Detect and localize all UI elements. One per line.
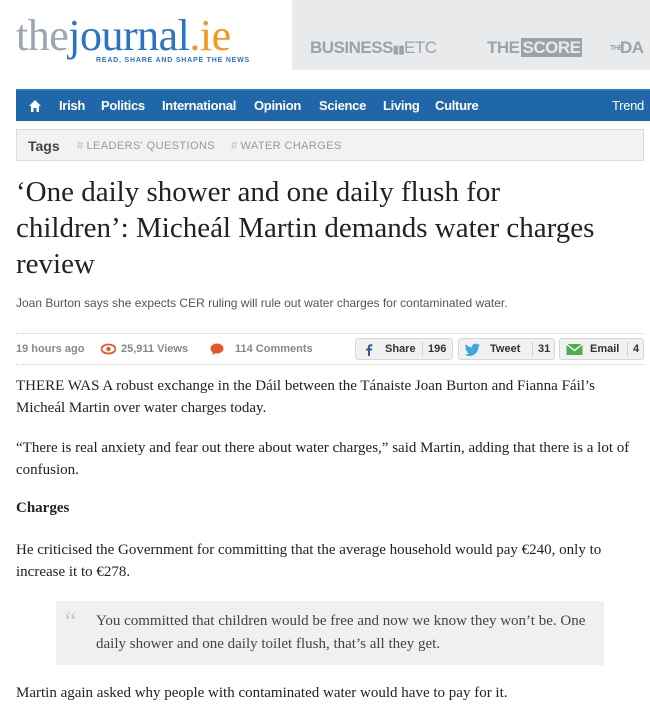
site-header [0, 0, 650, 78]
main-nav [16, 89, 650, 121]
partner-businessetc-link[interactable]: BUSINESS▮▮ETC [310, 38, 437, 57]
nav-item-trending[interactable]: Trend [612, 98, 644, 113]
partner-thedaily-link[interactable]: THEDA [610, 38, 644, 57]
nav-item-irish[interactable]: Irish [59, 98, 85, 113]
article-timestamp: 19 hours ago [16, 343, 85, 355]
tag-hash-icon: # [77, 140, 84, 152]
nav-item-politics[interactable]: Politics [101, 98, 145, 113]
nav-item-living[interactable]: Living [383, 98, 420, 113]
article-headline: ‘One daily shower and one daily flush for children’: Micheál Martin demands water charges review [16, 176, 595, 280]
twitter-bird-icon [465, 343, 481, 356]
nav-item-culture[interactable]: Culture [435, 98, 479, 113]
tag-water-charges[interactable]: # WATER CHARGES [231, 140, 342, 152]
comments-link[interactable]: 114 Comments [235, 343, 313, 355]
envelope-icon [566, 343, 583, 356]
article-paragraph: THERE WAS A robust exchange in the Dáil between the Tánaiste Joan Burton and Fianna Fáil’s Micheál Martin over water charges today. [16, 378, 595, 416]
pull-quote-text: You committed that children would be free and now we know they won’t be. One daily shower and one daily toilet flush, that’s all they get. [96, 613, 586, 652]
nav-item-opinion[interactable]: Opinion [254, 98, 301, 113]
article-subheading: Charges [16, 500, 70, 516]
nav-item-international[interactable]: International [162, 98, 237, 113]
quote-mark-icon: “ [65, 607, 77, 636]
article-paragraph: “There is real anxiety and fear out there about water charges,” said Martin, adding that there is a lot of confusion. [16, 440, 630, 478]
article-meta-bar [16, 333, 644, 365]
email-share-button[interactable]: Email 4 [559, 338, 644, 360]
logo-tagline: READ, SHARE AND SHAPE THE NEWS [96, 57, 251, 64]
pull-quote [56, 601, 604, 665]
bar-chart-icon: ▮▮ [392, 44, 405, 56]
views-count: 25,911 Views [121, 343, 189, 355]
partner-sites [292, 0, 650, 70]
logo-wordmark: thejournal.ie [16, 11, 231, 60]
facebook-share-button[interactable]: Share 196 [355, 338, 453, 360]
tag-hash-icon: # [231, 140, 238, 152]
article-paragraph: Martin again asked why people with contaminated water would have to pay for it. [16, 685, 508, 701]
partner-thescore-link[interactable]: THE SCORE [487, 38, 581, 57]
article-standfirst: Joan Burton says she expects CER ruling will rule out water charges for contaminated water. [16, 296, 508, 310]
article-paragraph: He criticised the Government for committing that the average household would pay €240, only to increase it to €278. [16, 542, 602, 580]
facebook-icon [362, 343, 376, 356]
tags-bar [16, 129, 644, 161]
site-logo[interactable] [16, 11, 286, 74]
comment-bubble-icon [210, 343, 224, 355]
nav-item-science[interactable]: Science [319, 98, 367, 113]
tags-label: Tags [28, 138, 60, 154]
twitter-tweet-button[interactable]: Tweet 31 [458, 338, 555, 360]
home-icon[interactable] [28, 99, 42, 113]
tag-leaders-questions[interactable]: # LEADERS' QUESTIONS [77, 140, 216, 152]
eye-icon [101, 343, 116, 355]
